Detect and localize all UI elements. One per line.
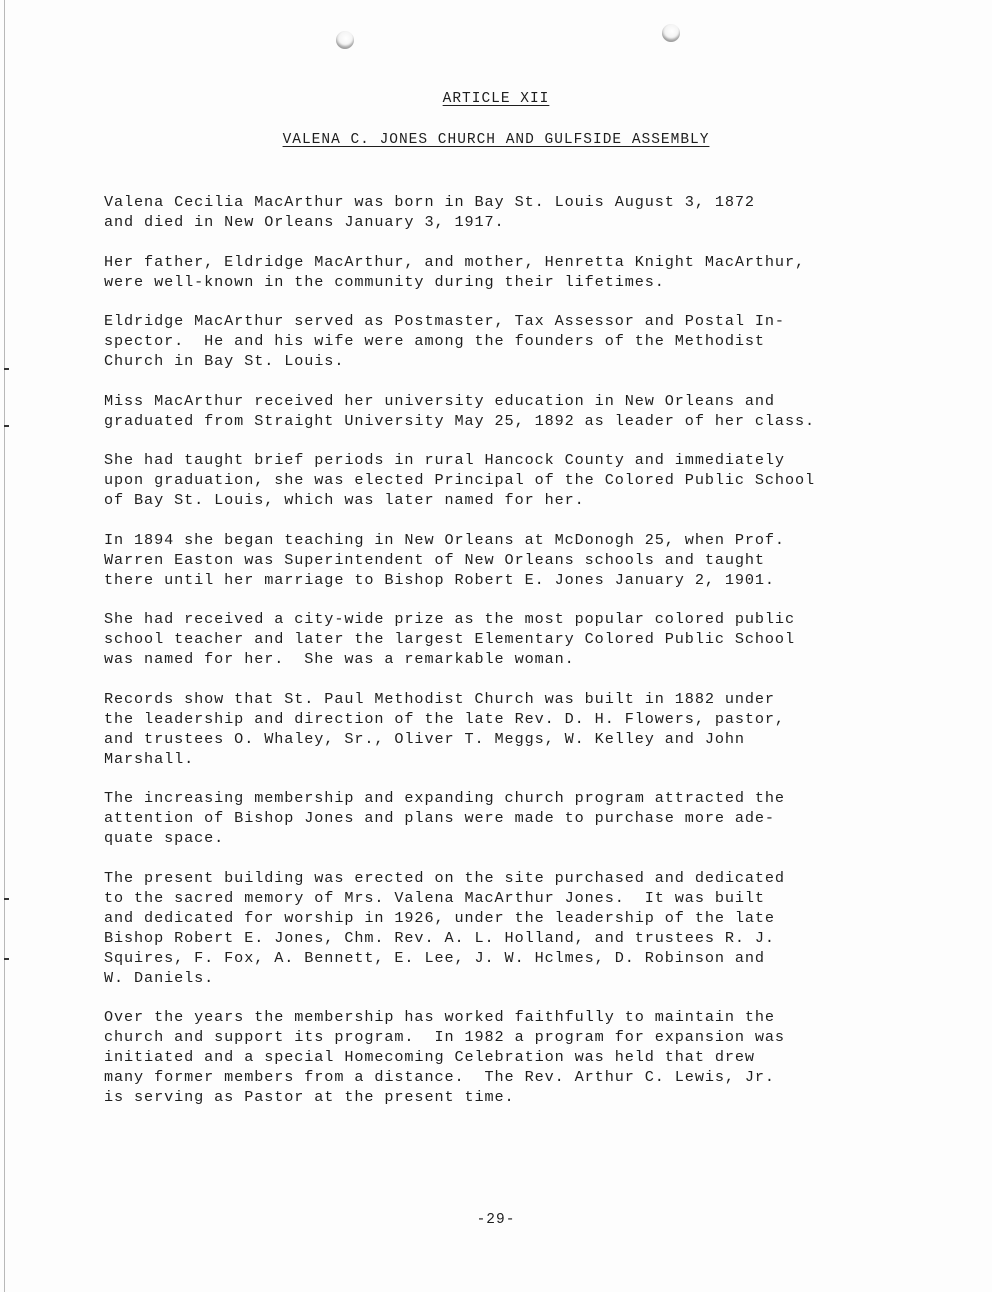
article-title: [0, 132, 992, 148]
text-line: Church in Bay St. Louis.: [104, 352, 345, 370]
margin-mark: [4, 958, 9, 960]
paragraph-teaching: [104, 450, 964, 510]
article-title-text: VALENA C. JONES CHURCH AND GULFSIDE ASSEMBLY: [282, 132, 710, 148]
text-line: Eldridge MacArthur served as Postmaster, Tax Assessor and Postal In-: [104, 312, 785, 330]
text-line: Records show that St. Paul Methodist Church was built in 1882 under: [104, 689, 775, 708]
text-line: is serving as Pastor at the present time.: [104, 1088, 515, 1106]
margin-mark: [4, 898, 9, 900]
text-line: The increasing membership and expanding church program attracted the: [104, 789, 785, 807]
article-body: [104, 192, 964, 1127]
text-line: In 1894 she began teaching in New Orleans at McDonogh 25, when Prof.: [104, 530, 785, 549]
text-line: attention of Bishop Jones and plans were made to purchase more ade-: [104, 809, 775, 827]
text-line: were well-known in the community during their lifetimes.: [104, 272, 665, 291]
paragraph-building: [104, 868, 964, 988]
text-line: Miss MacArthur received her university education in New Orleans and: [104, 391, 775, 410]
text-line: graduated from Straight University May 25, 1892 as leader of her class.: [104, 411, 815, 430]
paragraph-father: [104, 311, 964, 371]
text-line: to the sacred memory of Mrs. Valena MacArthur Jones. It was built: [104, 888, 765, 907]
text-line: and trustees O. Whaley, Sr., Oliver T. Meggs, W. Kelley and John: [104, 729, 745, 748]
text-line: initiated and a special Homecoming Celebration was held that drew: [104, 1048, 755, 1066]
margin-mark: [4, 425, 9, 427]
paragraph-birth: [104, 192, 964, 232]
text-line: church and support its program. In 1982 a program for expansion was: [104, 1028, 785, 1046]
paragraph-education: [104, 391, 964, 431]
text-line: Marshall.: [104, 749, 195, 768]
punch-hole-right: [662, 24, 680, 42]
text-line: school teacher and later the largest Elementary Colored Public School: [104, 630, 795, 648]
text-line: upon graduation, she was elected Principal of the Colored Public School: [104, 471, 815, 489]
text-line: Bishop Robert E. Jones, Chm. Rev. A. L. Holland, and trustees R. J.: [104, 928, 775, 947]
text-line: of Bay St. Louis, which was later named for her.: [104, 491, 585, 509]
paragraph-membership: [104, 788, 964, 848]
paragraph-parents: [104, 252, 964, 292]
text-line: Squires, F. Fox, A. Bennett, E. Lee, J. W. Hclmes, D. Robinson and: [104, 948, 765, 967]
page-left-edge: [4, 0, 5, 1292]
punch-hole-left: [336, 31, 354, 49]
text-line: W. Daniels.: [104, 968, 215, 987]
paragraph-over-the-years: [104, 1007, 964, 1107]
text-line: The present building was erected on the site purchased and dedicated: [104, 868, 785, 887]
text-line: Warren Easton was Superintendent of New Orleans schools and taught: [104, 550, 765, 569]
text-line: and dedicated for worship in 1926, under the leadership of the late: [104, 908, 775, 927]
article-number: [0, 91, 992, 107]
paragraph-records: [104, 689, 964, 769]
text-line: Her father, Eldridge MacArthur, and mother, Henretta Knight MacArthur,: [104, 252, 805, 271]
text-line: She had taught brief periods in rural Hancock County and immediately: [104, 451, 785, 469]
text-line: quate space.: [104, 829, 225, 847]
text-line: Valena Cecilia MacArthur was born in Bay St. Louis August 3, 1872: [104, 193, 755, 211]
paragraph-prize: [104, 609, 964, 669]
margin-mark: [4, 368, 9, 370]
text-line: Over the years the membership has worked faithfully to maintain the: [104, 1008, 775, 1026]
text-line: She had received a city-wide prize as the most popular colored public: [104, 610, 795, 628]
paragraph-new-orleans: [104, 530, 964, 590]
page-number: -29-: [476, 1212, 516, 1228]
text-line: was named for her. She was a remarkable woman.: [104, 650, 575, 668]
text-line: many former members from a distance. The Rev. Arthur C. Lewis, Jr.: [104, 1068, 775, 1086]
article-number-text: ARTICLE XII: [442, 91, 550, 107]
text-line: spector. He and his wife were among the founders of the Methodist: [104, 332, 765, 350]
text-line: there until her marriage to Bishop Robert E. Jones January 2, 1901.: [104, 570, 775, 589]
text-line: the leadership and direction of the late Rev. D. H. Flowers, pastor,: [104, 709, 785, 728]
text-line: and died in New Orleans January 3, 1917.: [104, 213, 505, 231]
